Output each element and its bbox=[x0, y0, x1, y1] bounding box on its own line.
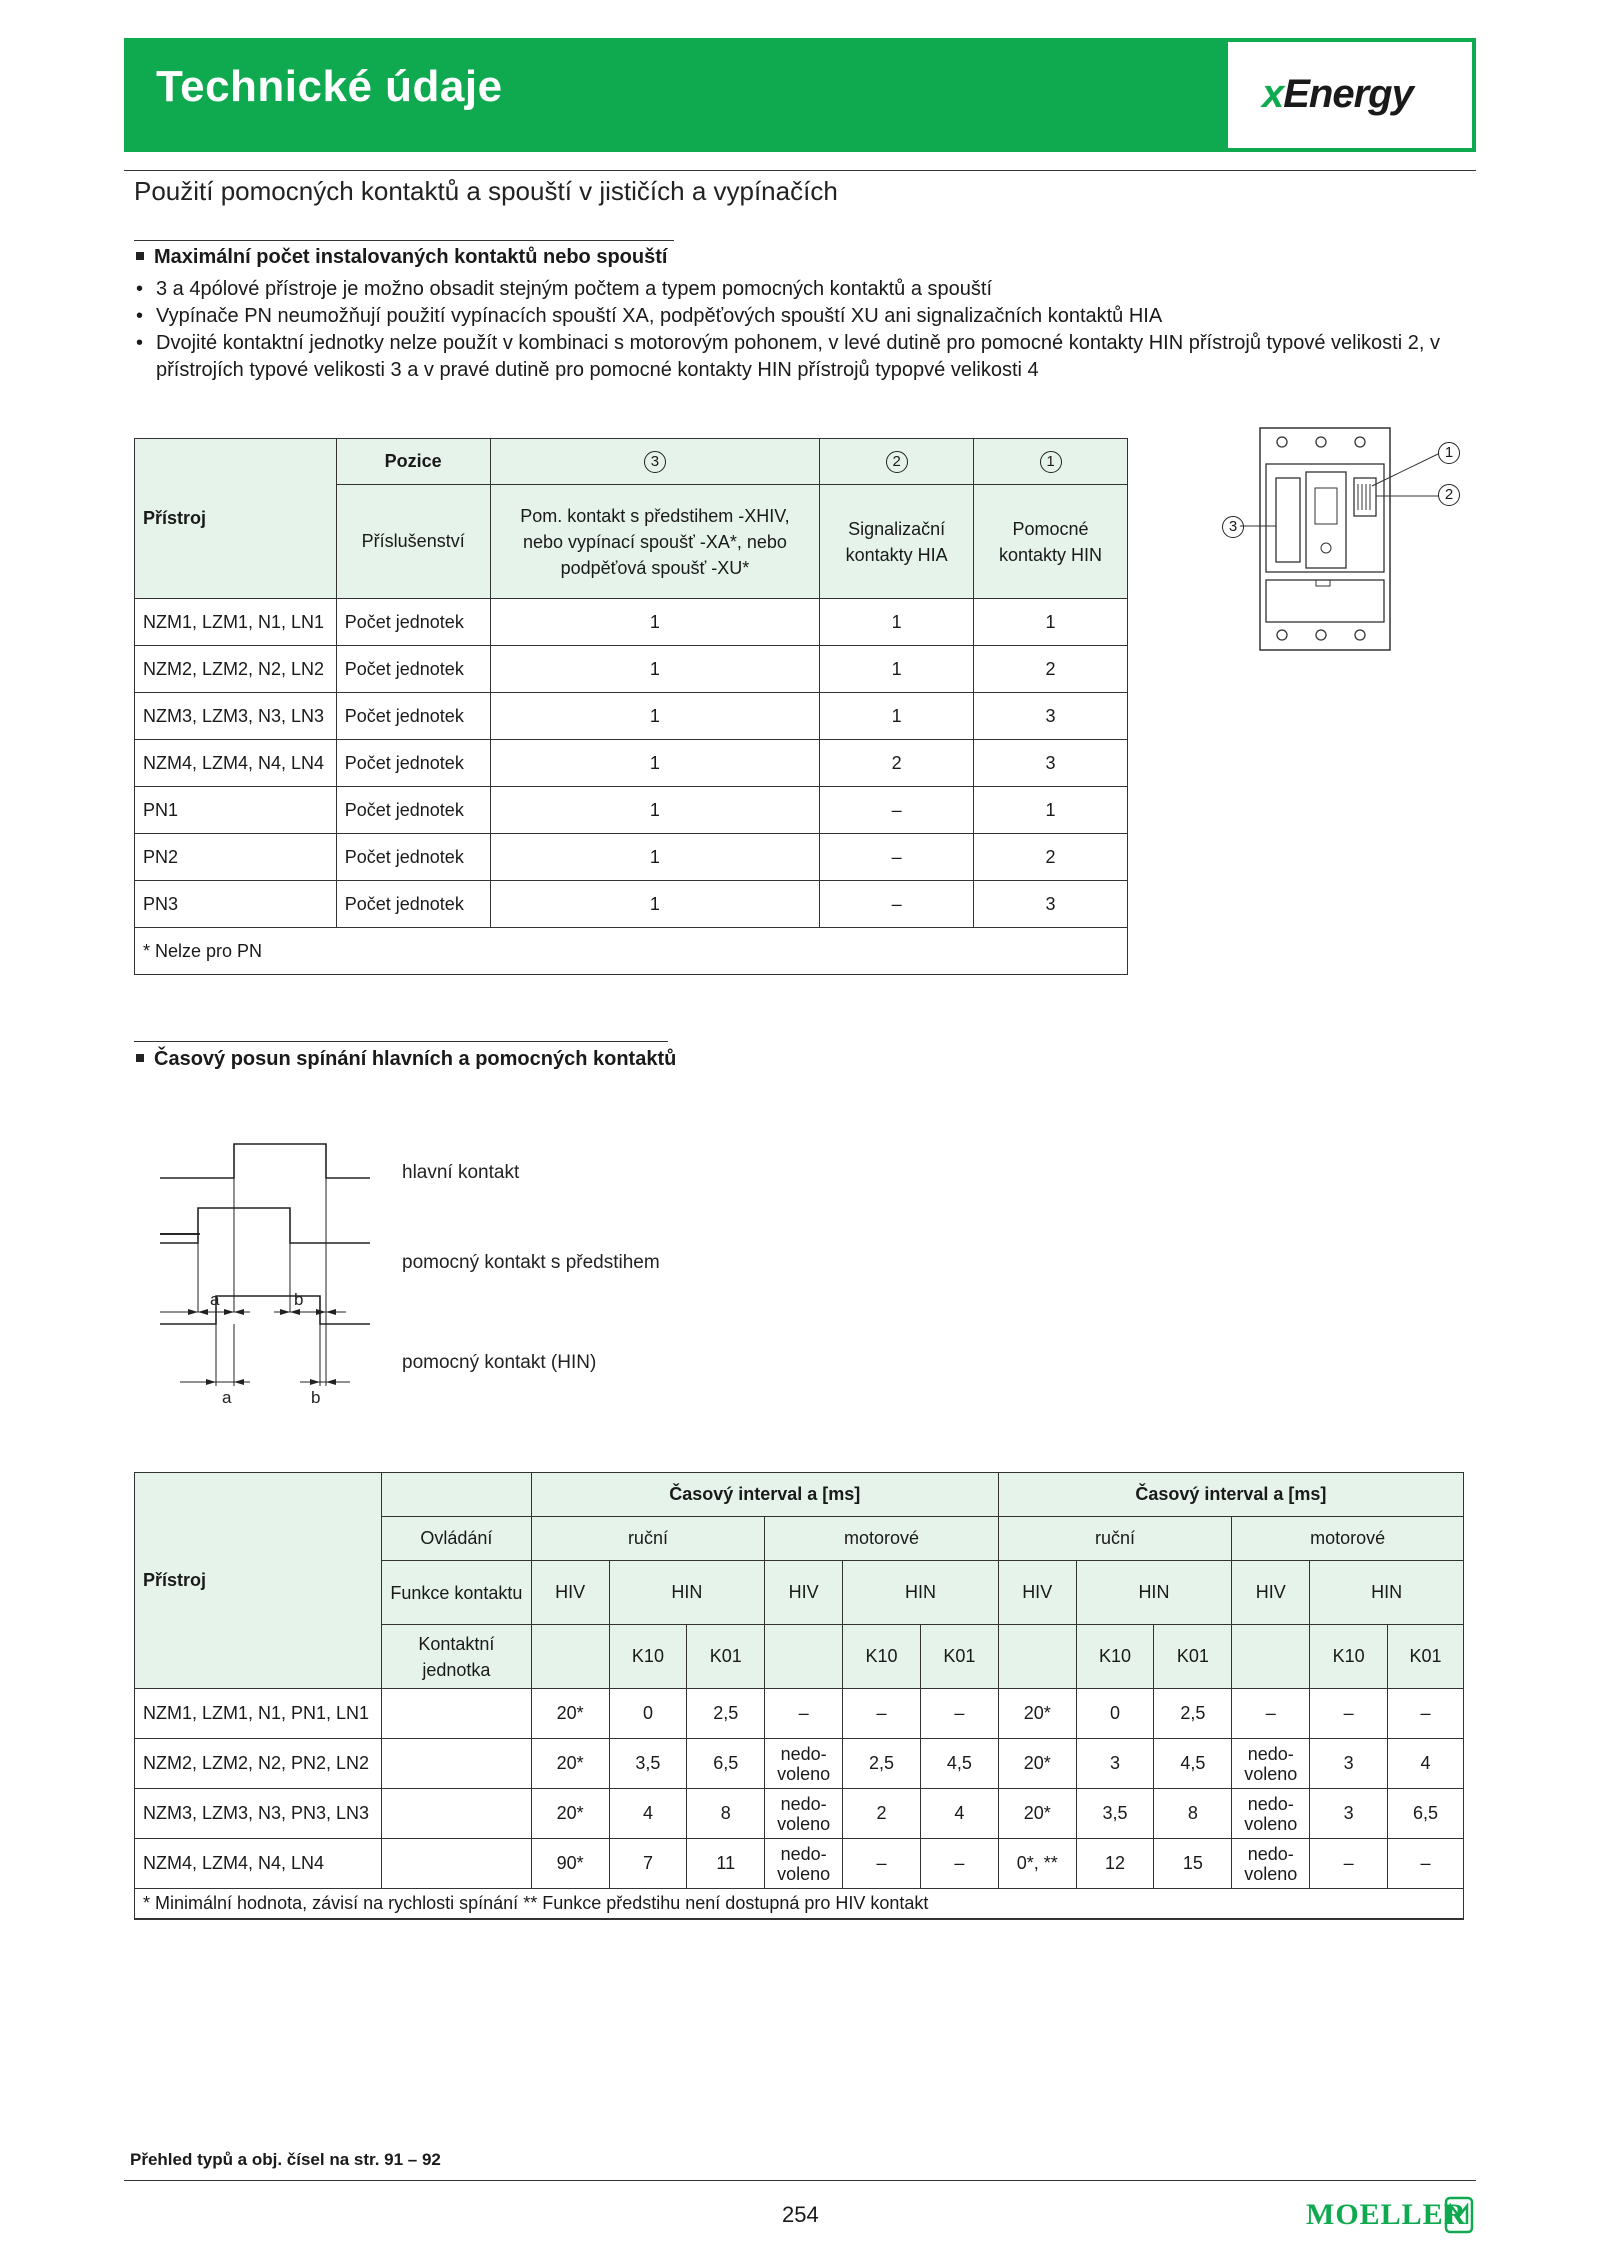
timing-a-label: a bbox=[210, 1290, 220, 1309]
table-row: NZM3, LZM3, N3, LN3 Počet jednotek 1 1 3 bbox=[135, 693, 1128, 740]
bullet-item: • 3 a 4pólové přístroje je možno obsadit stejným počtem a typem pomocných kontaktů a spouští bbox=[134, 276, 1464, 303]
xenergy-logo: xEnergy bbox=[1262, 72, 1413, 116]
header-pristroj: Přístroj bbox=[135, 439, 337, 599]
header-col2: Signalizační kontakty HIA bbox=[820, 485, 974, 599]
footer-reference: Přehled typů a obj. čísel na str. 91 – 92 bbox=[130, 2150, 441, 2169]
label-main-contact: hlavní kontakt bbox=[402, 1162, 520, 1183]
table-row: NZM2, LZM2, N2, PN2, LN2 20* 3,5 6,5 nedo- voleno 2,5 4,5 20* 3 4,5 nedo- voleno 3 4 bbox=[135, 1739, 1464, 1789]
table-row: NZM3, LZM3, N3, PN3, LN3 20* 4 8 nedo- voleno 2 4 20* 3,5 8 nedo- voleno 3 6,5 bbox=[135, 1789, 1464, 1839]
header-jednotka: Kontaktní jednotka bbox=[382, 1625, 532, 1689]
table-row: NZM4, LZM4, N4, LN4 Počet jednotek 1 2 3 bbox=[135, 740, 1128, 787]
page-number: 254 bbox=[782, 2202, 819, 2227]
header-prislusenstvi: Příslušenství bbox=[336, 485, 490, 599]
header-rule bbox=[124, 170, 1476, 171]
table-row: NZM4, LZM4, N4, LN4 90* 7 11 nedo- voleno – – 0*, ** 12 15 nedo- voleno – – bbox=[135, 1839, 1464, 1889]
callout-1-icon: 1 bbox=[1438, 442, 1460, 464]
header-pristroj: Přístroj bbox=[135, 1473, 382, 1689]
section1-title: Maximální počet instalovaných kontaktů nebo spouští bbox=[136, 246, 667, 269]
table-row: PN3 Počet jednotek 1 – 3 bbox=[135, 881, 1128, 928]
header-col1: Pomocné kontakty HIN bbox=[974, 485, 1128, 599]
section1-rule bbox=[134, 240, 674, 241]
bullet-item: • Vypínače PN neumožňují použití vypínacích spouští XA, podpěťových spouští XU ani signalizačních kontaktů HIA bbox=[134, 303, 1464, 330]
section2-rule bbox=[134, 1041, 668, 1042]
position-3-icon: 3 bbox=[644, 451, 666, 473]
table-row: NZM2, LZM2, N2, LN2 Počet jednotek 1 1 2 bbox=[135, 646, 1128, 693]
moeller-emblem-icon bbox=[1444, 2196, 1474, 2234]
label-aux-lead: pomocný kontakt s předstihem bbox=[402, 1252, 660, 1273]
table-note: * Minimální hodnota, závisí na rychlosti spínání ** Funkce předstihu není dostupná pro HIV kontakt bbox=[135, 1889, 1464, 1919]
table-note: * Nelze pro PN bbox=[135, 928, 1128, 975]
table-row: NZM1, LZM1, N1, LN1 Počet jednotek 1 1 1 bbox=[135, 599, 1128, 646]
header-pozice: Pozice bbox=[336, 439, 490, 485]
table-accessories bbox=[134, 438, 1128, 975]
moeller-logo: MOELLER bbox=[1306, 2198, 1467, 2231]
section2-title: Časový posun spínání hlavních a pomocných kontaktů bbox=[136, 1048, 676, 1071]
table-timing: Přístroj Časový interval a [ms] Časový interval a [ms] Ovládání ruční motorové ruční motorové Funkce kontaktu HIV HIN HIV HIN HIV HIN HIV HIN Kontaktní jednotka K10 K01 K10 K01 K10 K01 K10 K01 NZM1, LZM1, N1, PN1, LN1 20* 0 2,5 – – – 20* 0 2,5 – – – NZM2, LZM2, N2, PN2, LN2 20* 3,5 6,5 nedo- voleno 2,5 4,5 20* 3 4,5 nedo- voleno 3 4 NZM3, LZM3, N3, PN3, LN3 20* 4 8 nedo- voleno 2 4 20* 3,5 8 nedo- voleno 3 6,5 NZM4, LZM4, N4, LN4 90* 7 11 nedo- voleno – – 0*, ** 12 15 nedo- voleno – – * Minimální hodnota, závisí na rychlosti spínání ** Funkce předstihu není dostupná pro HIV kontakt bbox=[134, 1472, 1464, 1920]
header-interval: Časový interval a [ms] bbox=[531, 1473, 998, 1517]
header-funkce: Funkce kontaktu bbox=[382, 1561, 532, 1625]
table-row: NZM1, LZM1, N1, PN1, LN1 20* 0 2,5 – – – 20* 0 2,5 – – – bbox=[135, 1689, 1464, 1739]
timing-diagram bbox=[150, 1130, 370, 1420]
label-aux-hin: pomocný kontakt (HIN) bbox=[402, 1352, 597, 1373]
callout-3-icon: 3 bbox=[1222, 516, 1244, 538]
bullet-item: • Dvojité kontaktní jednotky nelze použít v kombinaci s motorovým pohonem, v levé dutině pro pomocné kontakty HIN přístrojů typové velikosti 2, v přístrojích typové velikosti 3 a v pravé dutině pro pomocné kontakty HIN přístrojů typopvé velikosti 4 bbox=[134, 330, 1464, 384]
table-row: PN2 Počet jednotek 1 – 2 bbox=[135, 834, 1128, 881]
timing-a-label: a bbox=[222, 1388, 232, 1407]
header-interval: Časový interval a [ms] bbox=[998, 1473, 1463, 1517]
header-ovladani: Ovládání bbox=[382, 1517, 532, 1561]
header-col3: Pom. kontakt s předstihem -XHIV, nebo vypínací spoušť -XA*, nebo podpěťová spoušť -XU* bbox=[490, 485, 820, 599]
subtitle: Použití pomocných kontaktů a spouští v jističích a vypínačích bbox=[134, 176, 838, 206]
callout-2-icon: 2 bbox=[1438, 484, 1460, 506]
timing-b-label: b bbox=[294, 1290, 304, 1309]
position-2-icon: 2 bbox=[886, 451, 908, 473]
table-row: PN1 Počet jednotek 1 – 1 bbox=[135, 787, 1128, 834]
position-1-icon: 1 bbox=[1040, 451, 1062, 473]
page-title: Technické údaje bbox=[156, 62, 503, 111]
timing-b-label: b bbox=[311, 1388, 321, 1407]
section1-bullets bbox=[134, 276, 1464, 384]
footer-rule bbox=[124, 2180, 1476, 2181]
